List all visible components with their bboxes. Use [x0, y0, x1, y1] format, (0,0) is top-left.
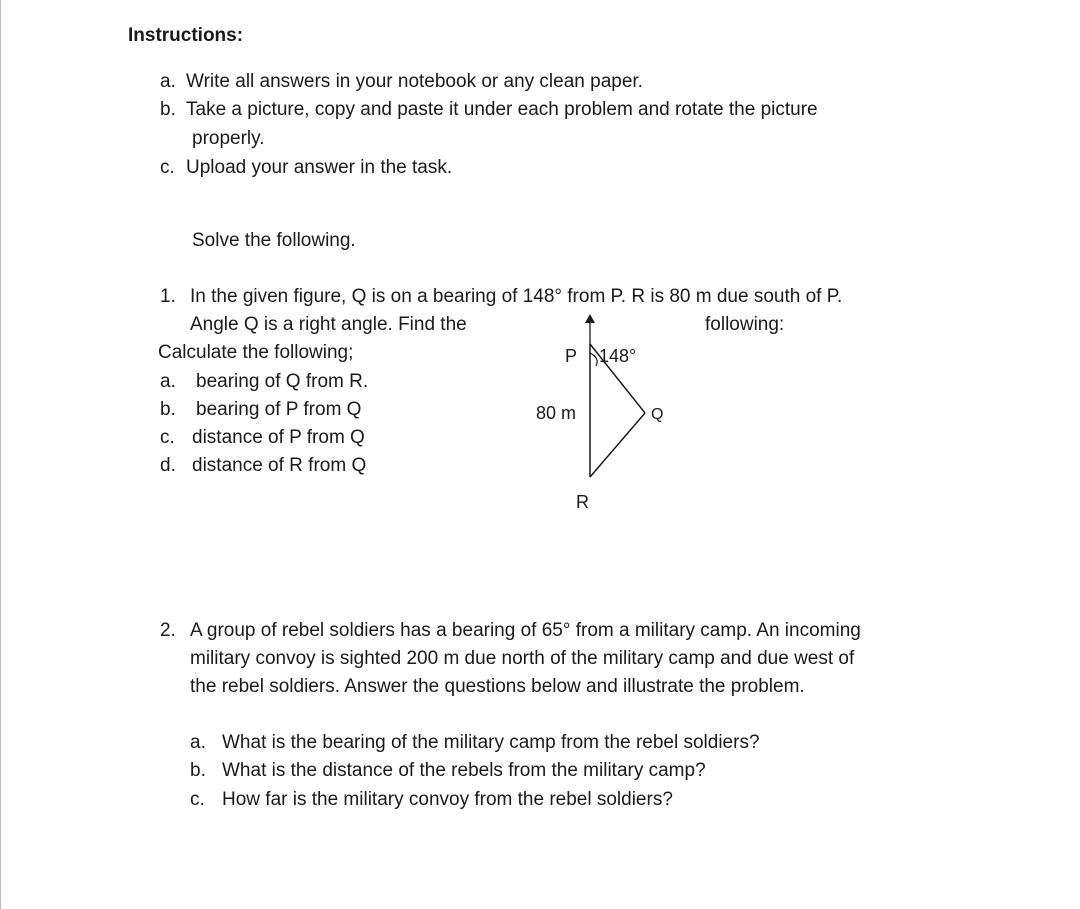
problem2-item-text: What is the distance of the rebels from the military camp?: [222, 760, 706, 781]
list-marker: b.: [160, 99, 176, 120]
problem-number: 2.: [160, 620, 176, 641]
list-marker: d.: [160, 455, 176, 476]
problem1-item-text: distance of P from Q: [192, 427, 365, 448]
problem1-line1: [160, 286, 842, 308]
solve-heading: Solve the following.: [192, 230, 356, 251]
triangle-figure: [520, 300, 720, 520]
problem1-item-text: distance of R from Q: [192, 455, 367, 476]
north-arrow-head: [585, 314, 595, 323]
problem1-text: In the given figure, Q is on a bearing of 148° from P. R is 80 m due south of P.: [190, 286, 843, 307]
instruction-text: Take a picture, copy and paste it under each problem and rotate the picture: [186, 99, 818, 120]
side-qr: [590, 413, 645, 477]
label-r: R: [576, 492, 589, 512]
instruction-text: Upload your answer in the task.: [186, 157, 453, 178]
list-marker: c.: [160, 157, 175, 178]
problem1-item-text: bearing of P from Q: [196, 399, 362, 420]
instruction-item-b: [160, 99, 818, 121]
problem2-item-text: What is the bearing of the military camp from the rebel soldiers?: [222, 732, 760, 753]
label-side-80m: 80 m: [536, 403, 577, 423]
problem1-item-d: [160, 455, 366, 477]
problem2-item-a: [190, 732, 760, 754]
problem1-line2-right: following:: [705, 314, 785, 335]
problem1-item-a: [160, 371, 368, 393]
problem2-line1: [160, 620, 861, 642]
problem2-line3: the rebel soldiers. Answer the questions below and illustrate the problem.: [190, 676, 805, 697]
label-angle: 148°: [599, 346, 637, 366]
problem1-item-text: bearing of Q from R.: [196, 371, 369, 392]
instruction-item-a: [160, 71, 643, 93]
problem1-item-b: [160, 399, 361, 421]
instruction-item-b-cont: properly.: [192, 128, 265, 149]
list-marker: c.: [190, 789, 205, 810]
instructions-title: Instructions:: [128, 25, 244, 46]
problem2-item-text: How far is the military convoy from the rebel soldiers?: [222, 789, 673, 810]
label-q: Q: [651, 406, 664, 423]
page-edge: [0, 0, 1, 909]
instruction-item-c: [160, 157, 452, 179]
label-p: P: [565, 346, 578, 366]
problem2-item-c: [190, 789, 673, 811]
list-marker: b.: [160, 399, 176, 420]
problem1-calc: Calculate the following;: [158, 342, 354, 363]
problem1-item-c: [160, 427, 365, 449]
problem2-item-b: [190, 760, 706, 782]
problem2-text: A group of rebel soldiers has a bearing of 65° from a military camp. An incoming: [190, 620, 861, 641]
problem1-line2-left: Angle Q is a right angle. Find the: [190, 314, 467, 335]
list-marker: a.: [160, 71, 176, 92]
bearing-angle-arc: [590, 353, 597, 366]
list-marker: b.: [190, 760, 206, 781]
problem2-line2: military convoy is sighted 200 m due north of the military camp and due west of: [190, 648, 855, 669]
instruction-text: Write all answers in your notebook or any clean paper.: [186, 71, 643, 92]
list-marker: a.: [160, 371, 176, 392]
problem-number: 1.: [160, 286, 176, 307]
list-marker: a.: [190, 732, 206, 753]
list-marker: c.: [160, 427, 175, 448]
